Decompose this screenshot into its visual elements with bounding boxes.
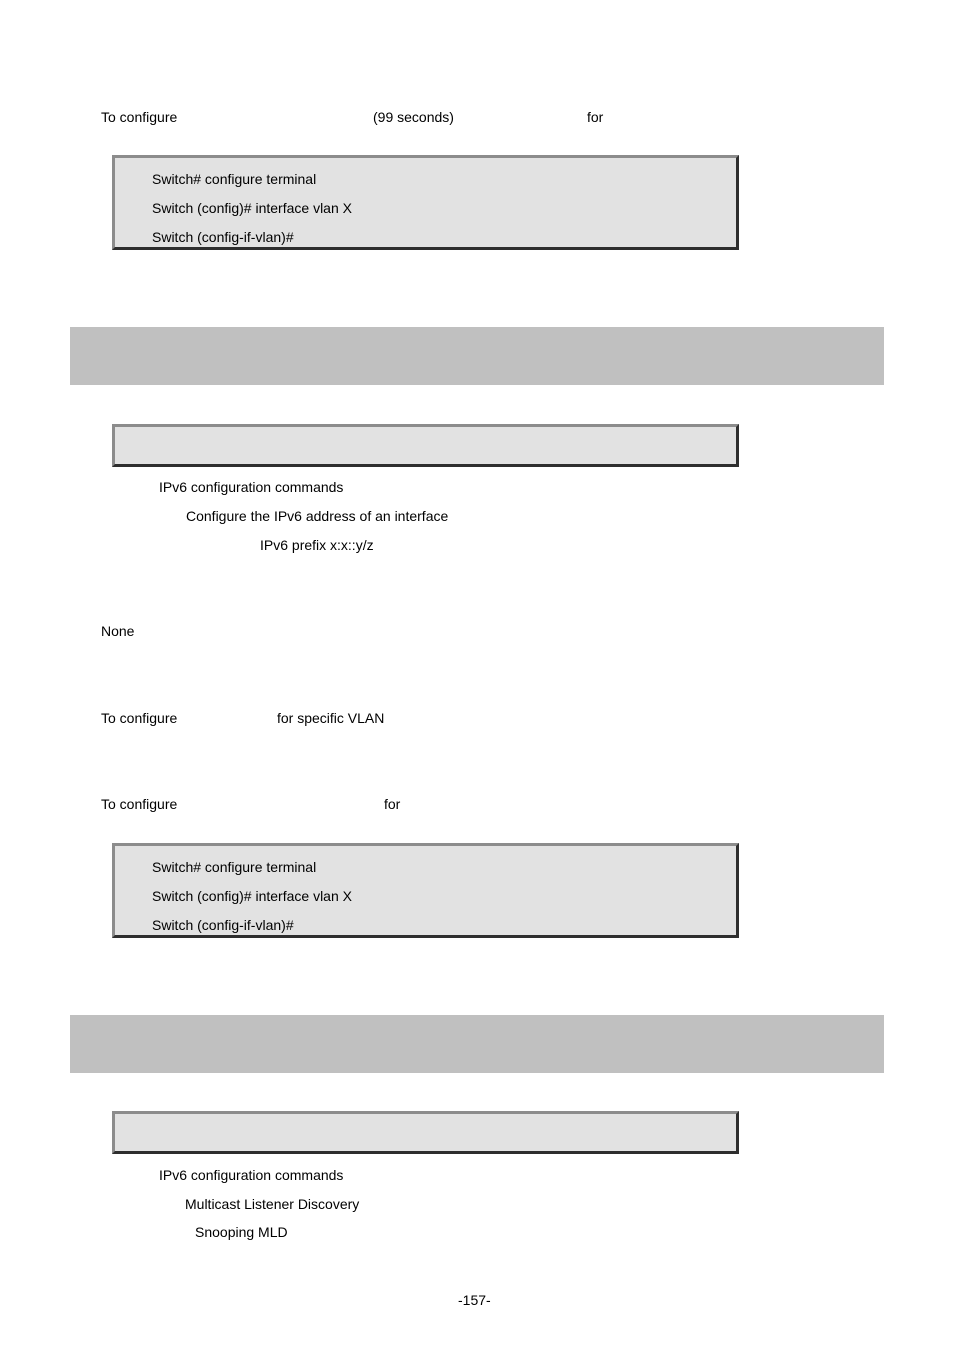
- example-text-value: (99 seconds): [373, 109, 454, 125]
- example-text-for: for: [587, 109, 604, 125]
- code-example-box: [112, 843, 739, 938]
- code-line: Switch (config-if-vlan)#: [152, 917, 294, 933]
- parameter-format: IPv6 prefix x:x::y/z: [260, 537, 374, 553]
- default-value: None: [101, 623, 135, 639]
- example-text-prefix: To configure: [101, 796, 178, 812]
- parameter-description: Configure the IPv6 address of an interface: [186, 508, 449, 524]
- code-line: Switch# configure terminal: [152, 171, 317, 187]
- parameter-category: IPv6 configuration commands: [159, 1167, 344, 1183]
- command-syntax-box: [112, 1111, 739, 1154]
- example-text-prefix: To configure: [101, 109, 178, 125]
- code-line: Switch# configure terminal: [152, 859, 317, 875]
- page-number: -157-: [458, 1292, 491, 1308]
- usage-text-prefix: To configure: [101, 710, 178, 726]
- code-line: Switch (config-if-vlan)#: [152, 229, 294, 245]
- example-text-for: for: [384, 796, 401, 812]
- usage-text-suffix: for specific VLAN: [277, 710, 385, 726]
- section-heading-band: [70, 1015, 884, 1073]
- code-line: Switch (config)# interface vlan X: [152, 888, 352, 904]
- parameter-format: Snooping MLD: [195, 1224, 288, 1240]
- parameter-description: Multicast Listener Discovery: [185, 1196, 360, 1212]
- parameter-category: IPv6 configuration commands: [159, 479, 344, 495]
- command-syntax-box: [112, 424, 739, 467]
- code-example-box: [112, 155, 739, 250]
- section-heading-band: [70, 327, 884, 385]
- code-line: Switch (config)# interface vlan X: [152, 200, 352, 216]
